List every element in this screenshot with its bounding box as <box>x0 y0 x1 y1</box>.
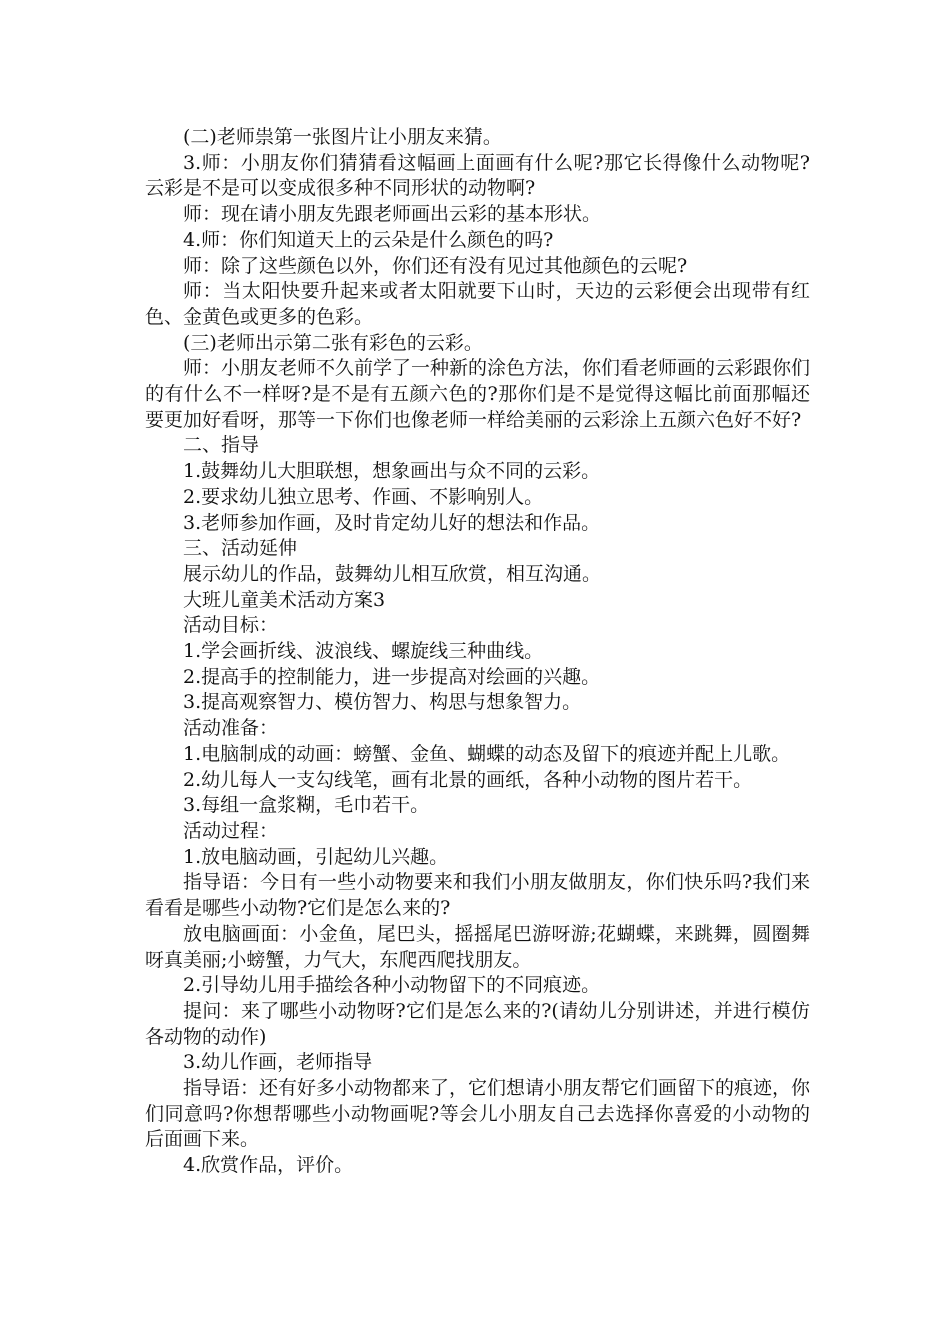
paragraph: 3.提高观察智力、模仿智力、构思与想象智力。 <box>183 691 582 714</box>
paragraph: 师：现在请小朋友先跟老师画出云彩的基本形状。 <box>183 203 602 226</box>
paragraph: 放电脑画面：小金鱼，尾巴头，摇摇尾巴游呀游;花蝴蝶，来跳舞，圆圈舞呀真美丽;小螃蟹，力气大，东爬西爬找朋友。 <box>145 922 810 971</box>
paragraph: 师：当太阳快要升起来或者太阳就要下山时，天边的云彩便会出现带有红色、金黄色或更多的色彩。 <box>145 280 810 328</box>
document-title: 大班儿童美术活动方案3 <box>183 588 386 611</box>
section-heading: 活动目标： <box>183 614 279 637</box>
paragraph: (三)老师出示第二张有彩色的云彩。 <box>183 331 483 354</box>
section-heading: 三、活动延伸 <box>183 537 298 560</box>
paragraph: 3.老师参加作画，及时肯定幼儿好的想法和作品。 <box>183 511 601 534</box>
paragraph: 2.引导幼儿用手描绘各种小动物留下的不同痕迹。 <box>183 974 601 997</box>
paragraph: 指导语：还有好多小动物都来了，它们想请小朋友帮它们画留下的痕迹，你们同意吗?你想帮哪些小动物画呢?等会儿小朋友自己去选择你喜爱的小动物的后面画下来。 <box>145 1077 811 1151</box>
paragraph: 3.幼儿作画，老师指导 <box>183 1051 373 1074</box>
paragraph: 2.提高手的控制能力，进一步提高对绘画的兴趣。 <box>183 665 601 688</box>
paragraph: 3.师：小朋友你们猜猜看这幅画上面画有什么呢?那它长得像什么动物呢?云彩是不是可以变成很多种不同形状的动物啊? <box>145 151 810 200</box>
paragraph: 师：小朋友老师不久前学了一种新的涂色方法，你们看老师画的云彩跟你们的有什么不一样呀?是不是有五颜六色的?那你们是不是觉得这幅比前面那幅还要更加好看呀，那等一下你们也像老师一样给美丽的云彩涂上五颜六色好不好? <box>145 357 811 431</box>
paragraph: 1.电脑制成的动画：螃蟹、金鱼、蝴蝶的动态及留下的痕迹并配上儿歌。 <box>183 742 791 765</box>
paragraph: 1.学会画折线、波浪线、螺旋线三种曲线。 <box>183 640 544 663</box>
paragraph: (二)老师祟第一张图片让小朋友来猜。 <box>183 126 502 148</box>
paragraph: 指导语：今日有一些小动物要来和我们小朋友做朋友，你们快乐吗?我们来看看是哪些小动物?它们是怎么来的? <box>145 871 810 920</box>
document-body <box>145 125 810 1179</box>
paragraph: 2.幼儿每人一支勾线笔，画有北景的画纸，各种小动物的图片若干。 <box>183 768 753 791</box>
paragraph: 展示幼儿的作品，鼓舞幼儿相互欣赏，相互沟通。 <box>183 562 602 585</box>
paragraph: 师：除了这些颜色以外，你们还有没有见过其他颜色的云呢? <box>183 254 688 277</box>
paragraph: 2.要求幼儿独立思考、作画、不影响别人。 <box>183 485 544 508</box>
paragraph: 1.放电脑动画，引起幼儿兴趣。 <box>183 845 449 868</box>
paragraph: 提问：来了哪些小动物呀?它们是怎么来的?(请幼儿分别讲述，并进行模仿各动物的动作) <box>145 999 810 1048</box>
paragraph: 3.每组一盒浆糊，毛巾若干。 <box>183 794 430 817</box>
section-heading: 活动过程： <box>183 819 279 842</box>
paragraph: 4.师：你们知道天上的云朵是什么颜色的吗? <box>183 228 554 251</box>
paragraph: 1.鼓舞幼儿大胆联想，想象画出与众不同的云彩。 <box>183 460 601 483</box>
paragraph: 4.欣赏作品，评价。 <box>183 1154 354 1177</box>
section-heading: 二、指导 <box>183 434 260 457</box>
section-heading: 活动准备： <box>183 717 279 740</box>
